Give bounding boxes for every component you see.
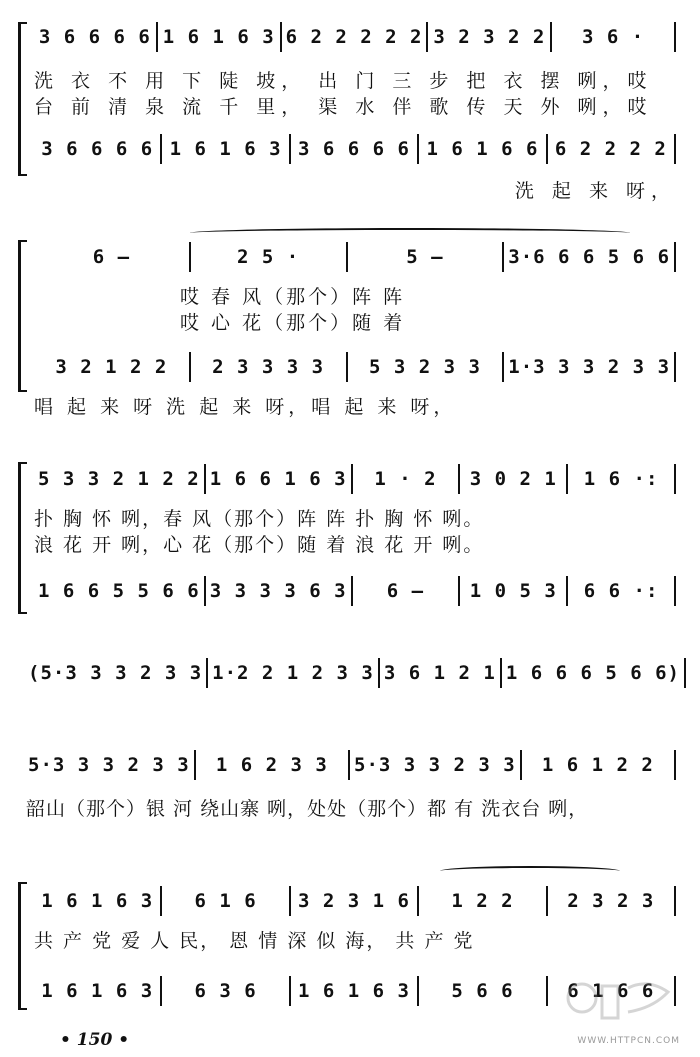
measure: 5 3 2 3 3 bbox=[348, 352, 505, 382]
measure: 5·3 3 3 2 3 3 bbox=[350, 750, 522, 780]
lower-staff bbox=[24, 576, 676, 602]
measure: 2 5 · bbox=[191, 242, 348, 272]
system-2 bbox=[0, 228, 700, 418]
lower-lyric: 洗 起 来 呀， bbox=[514, 180, 676, 202]
measure: 3 2 3 1 6 bbox=[291, 886, 419, 916]
lower-lyric: 唱 起 来 呀 洗 起 来 呀，唱 起 来 呀， bbox=[34, 396, 457, 418]
measure: 1·3 3 3 2 3 3 bbox=[504, 352, 676, 382]
lower-staff bbox=[24, 134, 676, 160]
measure: 1 6 6 1 6 3 bbox=[206, 464, 353, 494]
lyric-verse-2: 哎 心 花（那个）随 着 bbox=[180, 312, 406, 334]
measure: 2 3 2 3 bbox=[548, 886, 676, 916]
lyric-verse-1: 共 产 党 爱 人 民， 恩 情 深 似 海， 共 产 党 bbox=[34, 930, 475, 952]
measure: 1 · 2 bbox=[353, 464, 461, 494]
page-number: • 150 • bbox=[60, 1030, 130, 1050]
measure: 6 2 2 2 2 2 bbox=[282, 22, 429, 52]
measure: 5 6 6 bbox=[419, 976, 547, 1006]
measure: 6 — bbox=[34, 242, 191, 272]
lyric-verse-1: 洗 衣 不 用 下 陡 坡， 出 门 三 步 把 衣 摆 咧，哎 bbox=[34, 70, 653, 92]
measure: 5 — bbox=[348, 242, 505, 272]
measure: 5·3 3 3 2 3 3 bbox=[24, 750, 196, 780]
upper-staff bbox=[24, 464, 676, 490]
measure: 6 2 2 2 2 bbox=[548, 134, 676, 164]
measure: 3 0 2 1 bbox=[460, 464, 568, 494]
measure: 3 6 6 6 6 bbox=[34, 134, 162, 164]
measure: 6 1 6 bbox=[162, 886, 290, 916]
slur bbox=[440, 866, 620, 876]
upper-staff bbox=[24, 22, 676, 48]
measure: 1 6 1 6 3 bbox=[34, 886, 162, 916]
measure: 3 6 6 6 6 bbox=[291, 134, 419, 164]
measure: 3 6 1 2 1 bbox=[380, 658, 502, 688]
measure: 1 6 1 6 3 bbox=[162, 134, 290, 164]
measure: 3 3 3 3 6 3 bbox=[206, 576, 353, 606]
measure: 6 3 6 bbox=[162, 976, 290, 1006]
lyric-verse-1: 韶山（那个）银 河 绕山寨 咧，处处（那个）都 有 洗衣台 咧， bbox=[26, 798, 589, 820]
lyric-verse-2: 浪 花 开 咧，心 花（那个）随 着 浪 花 开 咧。 bbox=[34, 534, 485, 556]
system-3 bbox=[0, 450, 700, 620]
measure: 1 6 6 6 5 6 6) bbox=[502, 658, 686, 688]
upper-staff bbox=[24, 242, 676, 268]
measure: 3 6 6 6 6 bbox=[34, 22, 158, 52]
watermark-text: WWW.HTTPCN.COM bbox=[577, 1036, 680, 1046]
measure: 1 6 1 6 3 bbox=[291, 976, 419, 1006]
system-4 bbox=[0, 648, 700, 698]
measure: 3·6 6 6 5 6 6 bbox=[504, 242, 676, 272]
measure: 3 6 · bbox=[552, 22, 676, 52]
measure: 5 3 3 2 1 2 2 bbox=[34, 464, 206, 494]
melody-staff bbox=[24, 750, 676, 776]
lyric-verse-1: 扑 胸 怀 咧，春 风（那个）阵 阵 扑 胸 怀 咧。 bbox=[34, 508, 485, 530]
measure: 1 6 ·: bbox=[568, 464, 676, 494]
measure: 3 2 1 2 2 bbox=[34, 352, 191, 382]
system-1 bbox=[0, 6, 700, 202]
measure: 3 2 3 2 2 bbox=[428, 22, 552, 52]
lower-staff bbox=[24, 352, 676, 378]
measure: 1 6 1 2 2 bbox=[522, 750, 676, 780]
system-5 bbox=[0, 740, 700, 840]
lyric-verse-2: 台 前 清 泉 流 千 里， 渠 水 伴 歌 传 天 外 咧，哎 bbox=[34, 96, 653, 118]
measure: 1 6 6 5 5 6 6 bbox=[34, 576, 206, 606]
measure: 1 6 1 6 3 bbox=[158, 22, 282, 52]
measure: 1 6 2 3 3 bbox=[196, 750, 350, 780]
measure: 1 6 1 6 6 bbox=[419, 134, 547, 164]
measure: 1 6 1 6 3 bbox=[34, 976, 162, 1006]
measure: 6 — bbox=[353, 576, 461, 606]
measure: 2 3 3 3 3 bbox=[191, 352, 348, 382]
slur bbox=[190, 228, 630, 238]
instrumental-staff bbox=[24, 658, 680, 684]
measure: (5·3 3 3 2 3 3 bbox=[24, 658, 208, 688]
measure: 1·2 2 1 2 3 3 bbox=[208, 658, 380, 688]
measure: 1 2 2 bbox=[419, 886, 547, 916]
upper-staff bbox=[24, 886, 676, 912]
lyric-verse-1: 哎 春 风（那个）阵 阵 bbox=[180, 286, 406, 308]
measure: 6 1 6 6 bbox=[548, 976, 676, 1006]
watermark-logo-icon bbox=[558, 968, 678, 1044]
measure: 1 0 5 3 bbox=[460, 576, 568, 606]
measure: 6 6 ·: bbox=[568, 576, 676, 606]
